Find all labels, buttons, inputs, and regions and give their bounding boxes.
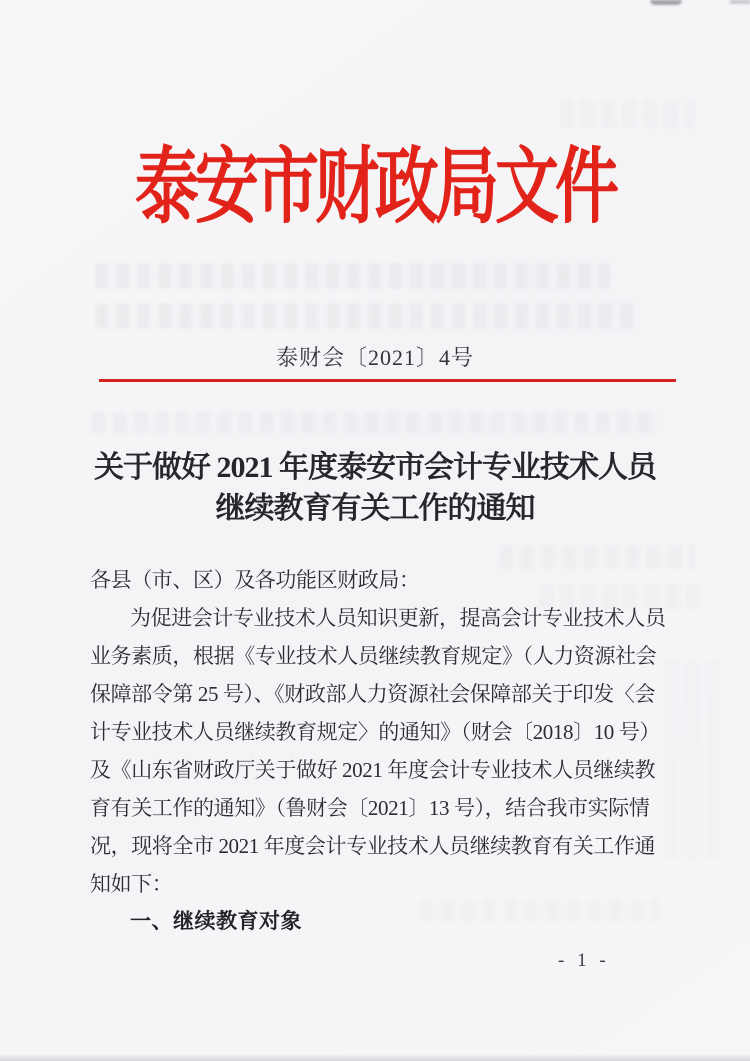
scan-bottom-edge-shadow	[0, 1054, 750, 1061]
document-body	[90, 561, 668, 941]
page-number: - 1 -	[558, 950, 610, 971]
letterhead-agency-title: 泰安市财政局文件	[135, 141, 615, 234]
scan-smudge-top-right-corner	[730, 0, 750, 4]
body-line: 保障部令第 25 号）、《财政部人力资源社会保障部关于印发〈会	[90, 682, 656, 706]
body-line: 计专业技术人员继续教育规定〉的通知》（财会〔2018〕10 号）	[90, 720, 660, 744]
document-reference-number: 泰财会〔2021〕4号	[275, 345, 474, 370]
body-line: 及《山东省财政厅关于做好 2021 年度会计专业技术人员继续教	[90, 758, 656, 782]
salutation-line: 各县（市、区）及各功能区财政局：	[90, 568, 420, 592]
body-line: 业务素质，根据《专业技术人员继续教育规定》（人力资源社会	[90, 644, 657, 668]
notice-title	[0, 447, 750, 529]
section-heading: 一、继续教育对象	[130, 910, 302, 933]
scan-smudge-top-edge	[650, 0, 682, 5]
red-divider-line	[99, 379, 676, 382]
notice-title-line1: 关于做好 2021 年度泰安市会计专业技术人员	[94, 451, 656, 484]
body-line: 知如下：	[90, 872, 173, 896]
bleed-through-artifact	[92, 412, 660, 434]
body-line: 况，现将全市 2021 年度会计专业技术人员继续教育有关工作通	[90, 834, 656, 858]
bleed-through-artifact	[665, 660, 720, 860]
body-line: 育有关工作的通知》（鲁财会〔2021〕13 号），结合我市实际情	[90, 796, 650, 820]
bleed-through-artifact	[560, 100, 695, 128]
notice-title-line2: 继续教育有关工作的通知	[215, 492, 535, 525]
bleed-through-artifact	[95, 303, 640, 329]
body-line: 为促进会计专业技术人员知识更新，提高会计专业技术人员	[130, 606, 666, 630]
bleed-through-artifact	[95, 263, 610, 289]
